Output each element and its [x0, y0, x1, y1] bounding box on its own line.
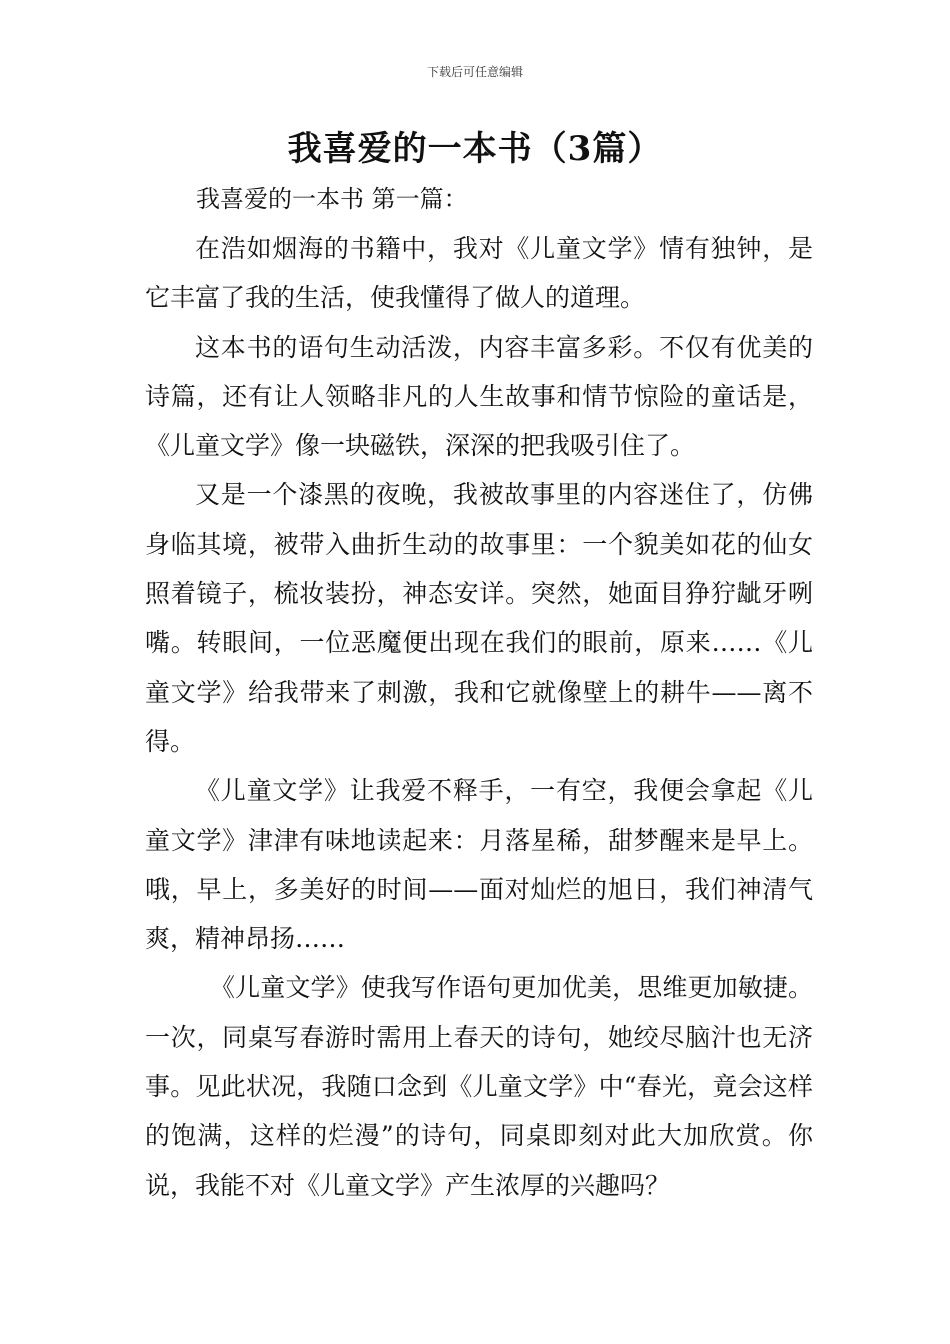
paragraph-4: 《儿童文学》让我爱不释手，一有空，我便会拿起《儿童文学》津津有味地读起来：月落星稀，甜梦醒来是早上。哦，早上，多美好的时间——面对灿烂的旭日，我们神清气爽，精神昂扬……: [145, 776, 813, 954]
header-note: 下载后可任意编辑: [426, 65, 523, 79]
paragraph-1: 在浩如烟海的书籍中，我对《儿童文学》情有独钟，是它丰富了我的生活，使我懂得了做人的道理。: [145, 234, 813, 313]
body-text: [145, 224, 813, 1210]
paragraph-2: 这本书的语句生动活泼，内容丰富多彩。不仅有优美的诗篇，还有让人领略非凡的人生故事和情节惊险的童话是，《儿童文学》像一块磁铁，深深的把我吸引住了。: [145, 332, 813, 461]
document-title: 我喜爱的一本书（3篇）: [287, 129, 663, 169]
paragraph-5: 《儿童文学》使我写作语句更加优美，思维更加敏捷。一次，同桌写春游时需用上春天的诗句，她绞尽脑汁也无济事。见此状况，我随口念到《儿童文学》中“春光，竟会这样的饱满，这样的烂漫”的诗句，同桌即刻对此大加欣赏。你说，我能不对《儿童文学》产生浓厚的兴趣吗？: [145, 973, 813, 1200]
paragraph-3: 又是一个漆黑的夜晚，我被故事里的内容迷住了，仿佛身临其境，被带入曲折生动的故事里：一个貌美如花的仙女照着镜子，梳妆装扮，神态安详。突然，她面目狰狞龇牙咧嘴。转眼间，一位恶魔便出现在我们的眼前，原来……《儿童文学》给我带来了刺激，我和它就像壁上的耕牛——离不得。: [145, 480, 813, 756]
section-heading: 我喜爱的一本书 第一篇：: [196, 185, 468, 213]
